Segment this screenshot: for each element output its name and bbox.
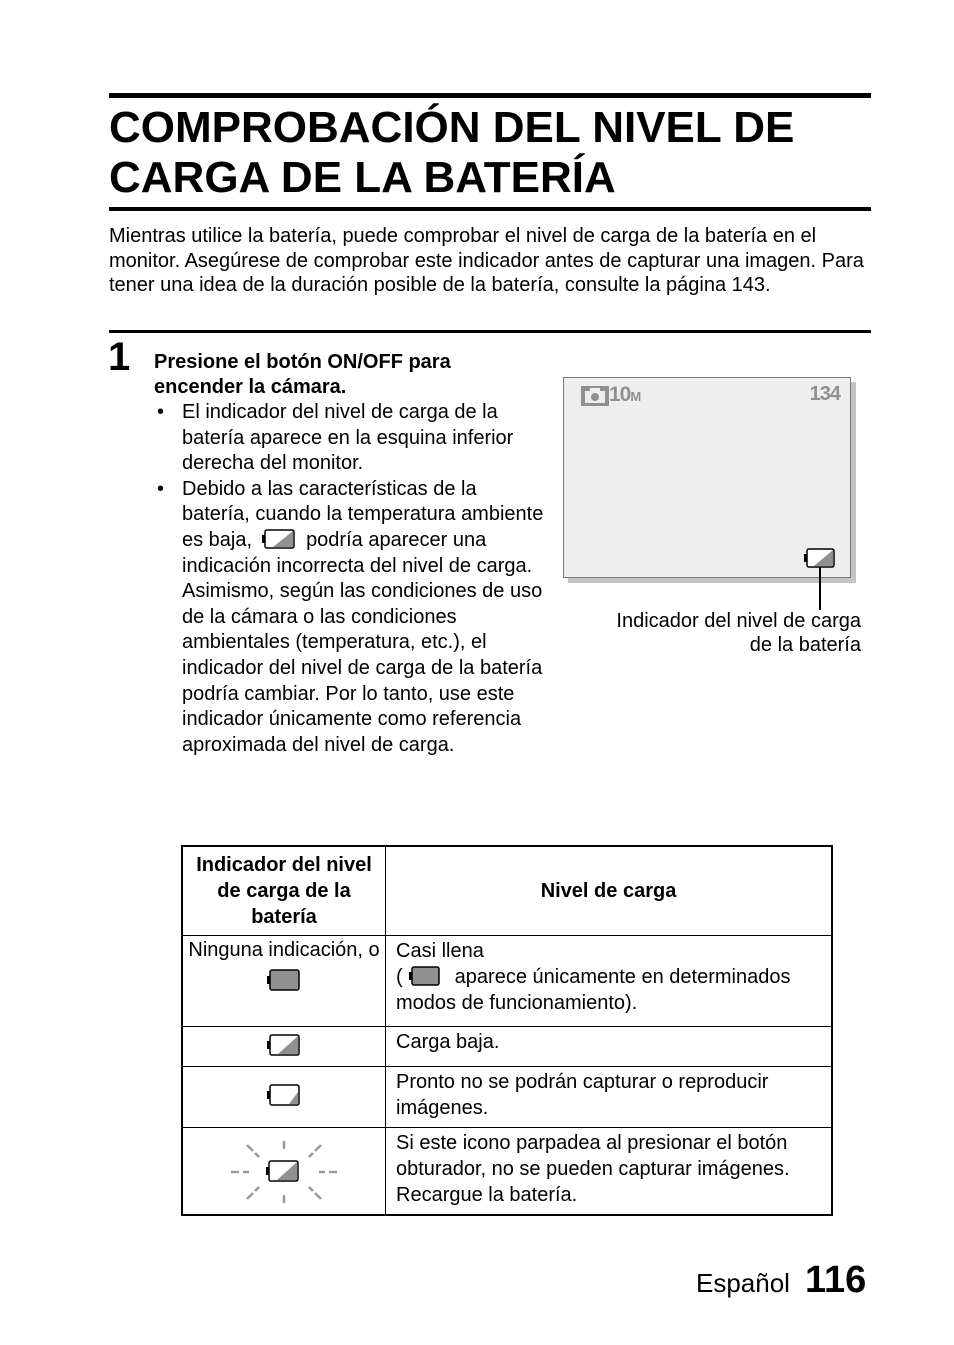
battery-low-icon — [804, 548, 836, 568]
title-underline-rule — [109, 207, 871, 211]
battery-empty-blinking-icon — [229, 1139, 339, 1205]
bullet-item — [154, 400, 544, 477]
shots-remaining-counter: 134 — [809, 383, 840, 405]
resolution-indicator — [609, 383, 640, 407]
camera-mode-icon — [581, 386, 609, 406]
page-title-line-2: CARGA DE LA BATERÍA — [109, 153, 616, 202]
resolution-unit: M — [630, 389, 641, 404]
step-bullets — [154, 400, 544, 758]
bullet-dot: • — [157, 477, 165, 500]
battery-very-low-icon — [267, 1084, 301, 1106]
table-header-row — [182, 846, 832, 936]
level-cell: Carga baja. — [386, 1027, 833, 1067]
bullet-dot: • — [157, 401, 165, 423]
indicator-text: Ninguna indicación, o — [188, 939, 380, 961]
battery-indicator-caption — [575, 609, 861, 657]
header-indicator: Indicador del nivel de carga de la batería — [182, 846, 386, 936]
indicator-cell — [182, 1128, 386, 1216]
bullet-2-paragraph — [182, 477, 544, 579]
battery-full-icon — [409, 966, 441, 986]
bullet-2-paragraph-2: Asimismo, según las condiciones de uso de la cámara o las condiciones ambientales (temperatura, etc.), el indicador del nivel de carga de la batería podría cambiar. Por lo tanto, use este indicador únicamente como referencia aproximada del nivel de carga. — [182, 580, 543, 756]
level-cell — [386, 936, 833, 1027]
level-line-2 — [396, 964, 821, 1016]
camera-monitor-illustration — [563, 377, 851, 578]
top-rule — [109, 93, 871, 98]
footer-language: Español — [696, 1268, 790, 1298]
battery-full-icon — [267, 969, 301, 991]
paren-open: ( — [396, 966, 403, 988]
level-line-1: Casi llena — [396, 940, 484, 962]
level-after-icon: aparece únicamente en determinados modos de funcionamiento). — [396, 966, 791, 1014]
indicator-cell — [182, 936, 386, 1027]
battery-low-icon — [267, 1034, 301, 1056]
table-row — [182, 1128, 832, 1216]
header-level: Nivel de carga — [386, 846, 833, 936]
page-title-line-1: COMPROBACIÓN DEL NIVEL DE — [109, 103, 795, 152]
caption-line-1: Indicador del nivel de carga — [616, 610, 861, 632]
callout-line — [819, 567, 821, 610]
table-row — [182, 1067, 832, 1128]
resolution-value: 10 — [609, 383, 631, 406]
step-number: 1 — [108, 335, 131, 379]
step-title: Presione el botón ON/OFF para encender la cámara. — [154, 351, 451, 398]
indicator-cell — [182, 1067, 386, 1128]
battery-low-icon — [262, 529, 296, 549]
level-cell: Si este icono parpadea al presionar el botón obturador, no se pueden capturar imágenes. Recargue la batería. — [386, 1128, 833, 1216]
bullet-1-text: El indicador del nivel de carga de la batería aparece en la esquina inferior derecha del monitor. — [182, 401, 514, 475]
table-row — [182, 1027, 832, 1067]
battery-level-table — [181, 845, 833, 1216]
bullet-item — [154, 477, 544, 759]
page-title — [109, 103, 889, 203]
page-number: 116 — [805, 1259, 867, 1301]
caption-line-2: de la batería — [749, 634, 861, 656]
level-cell: Pronto no se podrán capturar o reproducir imágenes. — [386, 1067, 833, 1128]
bullet-2-text-after: podría aparecer una indicación incorrecta del nivel de carga. — [182, 528, 533, 577]
bullet-2-text-before: Debido a las características de la batería, cuando la temperatura ambiente es baja, — [182, 477, 544, 551]
table-row — [182, 936, 832, 1027]
step-rule — [109, 330, 871, 333]
intro-paragraph: Mientras utilice la batería, puede comprobar el nivel de carga de la batería en el monitor. Asegúrese de comprobar este indicador antes de capturar una imagen. Para tener una idea de la duración posible de la batería, consulte la página 143. — [109, 225, 864, 296]
indicator-cell — [182, 1027, 386, 1067]
